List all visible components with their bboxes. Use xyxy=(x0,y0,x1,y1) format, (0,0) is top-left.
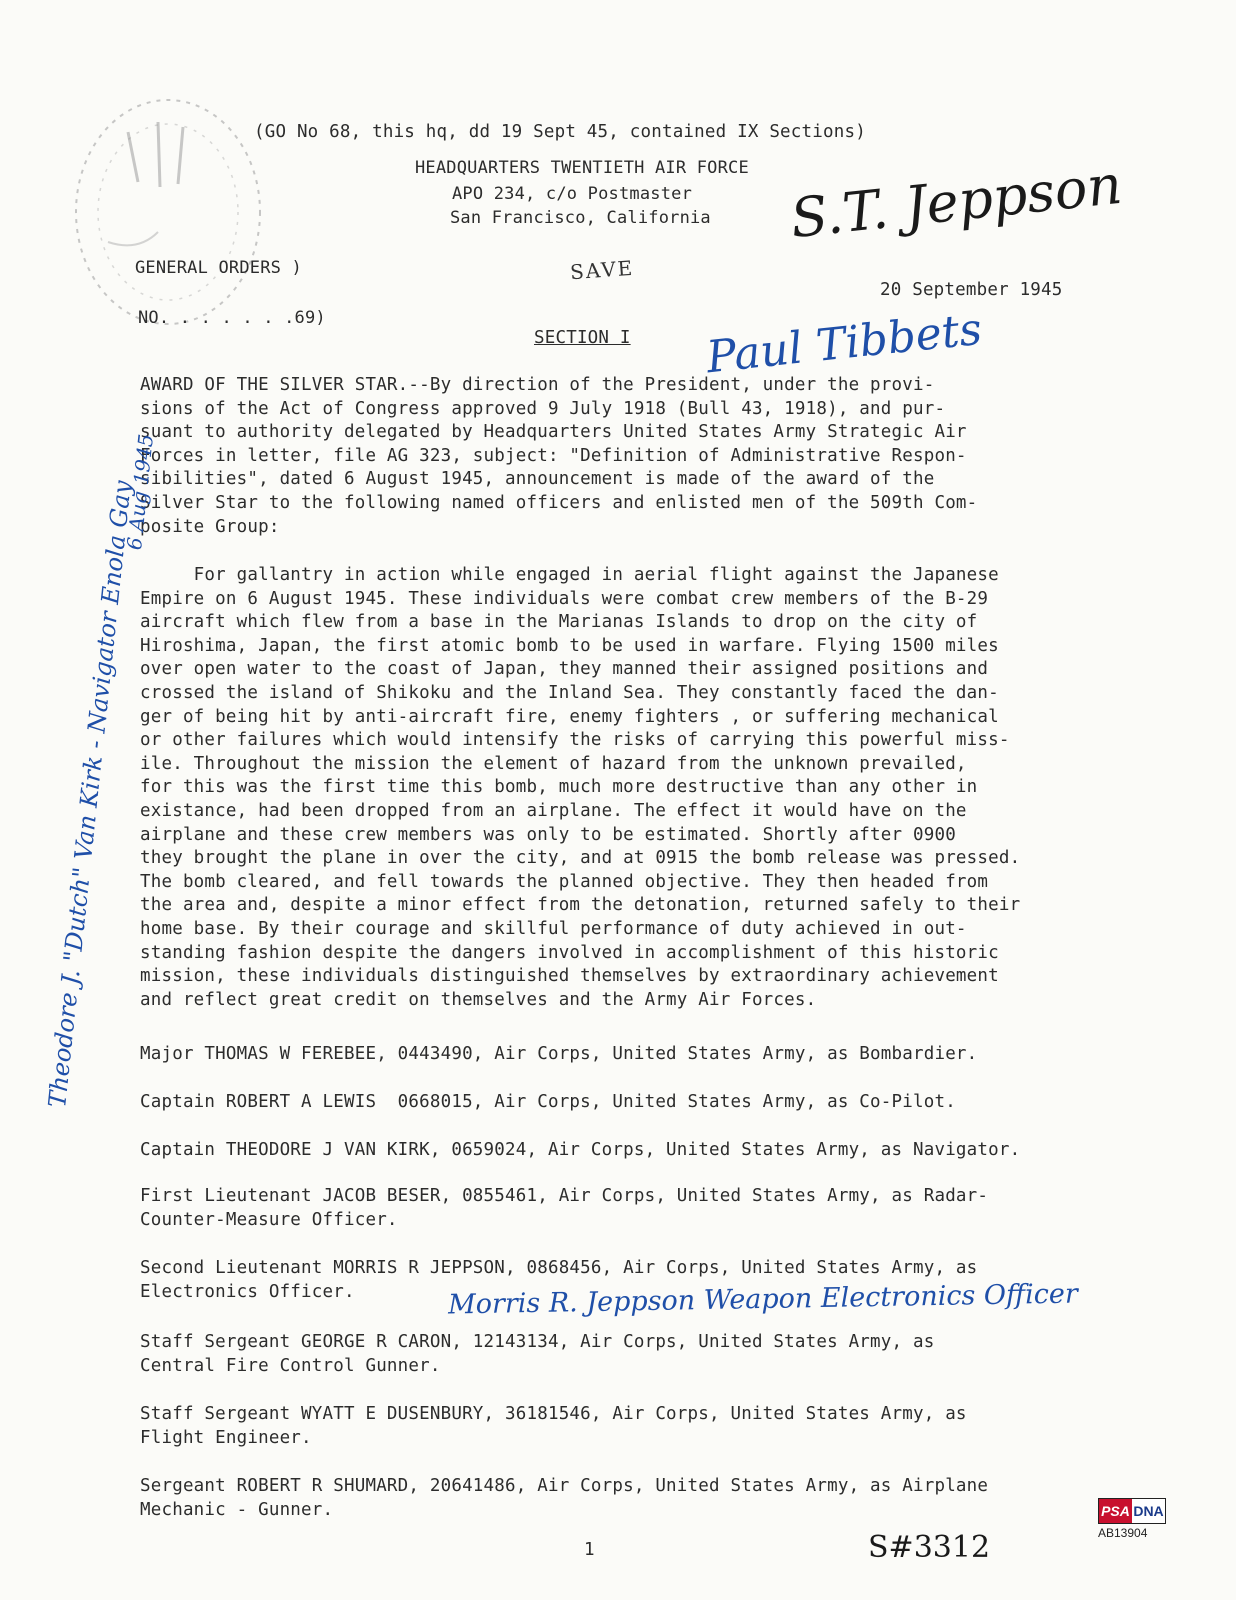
citation-paragraph: For gallantry in action while engaged in aerial flight against the Japanese Empire on 6 August 1945. These individuals were combat crew members of the B-29 aircraft which flew from a base in the Marianas Islands to drop on the city of Hiroshima, Japan, the first atomic bomb to be used in warfare. Flying 1500 miles over open water to the coast of Japan, they manned their assigned positions and crossed the island of Shikoku and the Inland Sea. They constantly faced the dan- ger of being hit by anti-aircraft fire, enemy fighters , or suffering mechanical or other failures which would intensify the risks of carrying this powerful miss- ile. Throughout the mission the element of hazard from the unknown prevailed, for this was the first time this bomb, much more destructive than any other in existance, had been dropped from an airplane. The effect it would have on the airplane and these crew members was only to be estimated. Shortly after 0900 they brought the plane in over the city, and at 0915 the bomb release was pressed. The bomb cleared, and fell towards the planned objective. They then headed from the area and, despite a minor effect from the detonation, returned safely to their home base. By their courage and skillful performance of duty achieved in out- standing fashion despite the dangers involved in accomplishment of this historic mission, these individuals distinguished themselves by extraordinary achievement and reflect great credit on themselves and the Army Air Forces. xyxy=(140,565,1021,1010)
org-name: HEADQUARTERS TWENTIETH AIR FORCE xyxy=(415,158,749,178)
certificate-id: AB13904 xyxy=(1098,1526,1148,1540)
crew-entry-van-kirk: Captain THEODORE J VAN KIRK, 0659024, Air Corps, United States Army, as Navigator. xyxy=(140,1140,1021,1160)
city-line: San Francisco, California xyxy=(450,208,711,228)
crew-entry-shumard: Sergeant ROBERT R SHUMARD, 20641486, Air Corps, United States Army, as Airplane xyxy=(140,1476,989,1496)
general-orders-label: GENERAL ORDERS ) xyxy=(135,258,302,278)
apo-line: APO 234, c/o Postmaster xyxy=(452,184,693,204)
orders-number: NO. . . . . . .69) xyxy=(138,308,326,328)
crew-entry-caron-cont: Central Fire Control Gunner. xyxy=(140,1356,441,1376)
save-note: SAVE xyxy=(569,255,635,285)
crew-entry-beser-cont: Counter-Measure Officer. xyxy=(140,1210,398,1230)
paul-tibbets-signature: Paul Tibbets xyxy=(704,303,985,384)
page-number: 1 xyxy=(584,1540,595,1560)
crew-entry-ferebee: Major THOMAS W FEREBEE, 0443490, Air Corps, United States Army, as Bombardier. xyxy=(140,1044,978,1064)
dna-logo: DNA xyxy=(1132,1499,1165,1523)
jeppson-inscription: Morris R. Jeppson Weapon Electronics Officer xyxy=(447,1278,1079,1321)
go-note: (GO No 68, this hq, dd 19 Sept 45, contained IX Sections) xyxy=(254,122,866,142)
crew-entry-beser: First Lieutenant JACOB BESER, 0855461, Air Corps, United States Army, as Radar- xyxy=(140,1186,989,1206)
crew-entry-jeppson-cont: Electronics Officer. xyxy=(140,1282,355,1302)
van-kirk-margin-date: 6 Aug 1945 xyxy=(121,432,159,552)
crew-entry-dusenbury-cont: Flight Engineer. xyxy=(140,1428,312,1448)
jeppson-signature-top: S.T. Jeppson xyxy=(787,152,1125,251)
serial-number: S#3312 xyxy=(868,1530,991,1565)
crew-entry-caron: Staff Sergeant GEORGE R CARON, 12143134, Air Corps, United States Army, as xyxy=(140,1332,935,1352)
psa-dna-badge xyxy=(1098,1498,1166,1524)
crew-entry-jeppson: Second Lieutenant MORRIS R JEPPSON, 0868456, Air Corps, United States Army, as xyxy=(140,1258,978,1278)
award-paragraph: AWARD OF THE SILVER STAR.--By direction of the President, under the provi- sions of the Act of Congress approved 9 July 1918 (Bull 43, 1918), and pur- suant to authority delegated by Headquarters United States Army Strategic Air Forces in letter, file AG 323, subject: "Definition of Administrative Respon- sibilities", dated 6 August 1945, announcement is made of the award of the Silver Star to the following named officers and enlisted men of the 509th Com- posite Group: xyxy=(140,375,978,537)
crew-entry-lewis: Captain ROBERT A LEWIS 0668015, Air Corps, United States Army, as Co-Pilot. xyxy=(140,1092,956,1112)
van-kirk-margin-inscription: Theodore J. "Dutch" Van Kirk - Navigator Enola Gay xyxy=(43,479,137,1109)
crew-entry-dusenbury: Staff Sergeant WYATT E DUSENBURY, 36181546, Air Corps, United States Army, as xyxy=(140,1404,967,1424)
crew-entry-shumard-cont: Mechanic - Gunner. xyxy=(140,1500,334,1520)
section-heading: SECTION I xyxy=(534,328,631,348)
official-seal-stamp xyxy=(68,92,268,332)
order-date: 20 September 1945 xyxy=(880,280,1063,300)
psa-logo: PSA xyxy=(1099,1499,1132,1523)
